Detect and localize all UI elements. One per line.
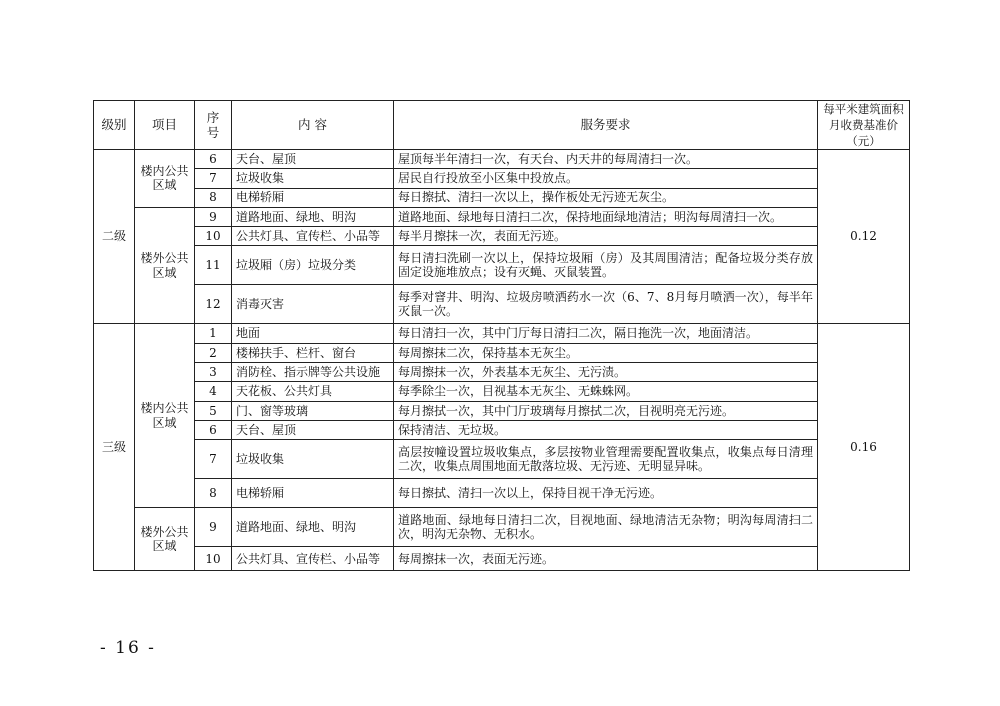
requirement-cell: 道路地面、绿地每日清扫二次，保持地面绿地清洁；明沟每周清扫一次。 xyxy=(394,207,818,226)
table-row xyxy=(94,343,910,362)
requirement-cell: 每日擦拭、清扫一次以上，操作板处无污迹无灰尘。 xyxy=(394,188,818,207)
price-cell: 0.16 xyxy=(818,324,910,571)
requirement-cell: 保持清洁、无垃圾。 xyxy=(394,420,818,439)
seq-cell: 10 xyxy=(195,227,232,246)
seq-cell: 12 xyxy=(195,285,232,324)
level-cell: 二级 xyxy=(94,150,135,324)
content-cell: 天台、屋顶 xyxy=(232,420,394,439)
header-requirement: 服务要求 xyxy=(394,101,818,150)
seq-cell: 4 xyxy=(195,382,232,401)
table-row xyxy=(94,246,910,285)
area-cell: 楼内公共区域 xyxy=(135,324,195,508)
requirement-cell: 每周擦抹二次，保持基本无灰尘。 xyxy=(394,343,818,362)
requirement-cell: 每周擦抹一次，表面无污迹。 xyxy=(394,547,818,571)
seq-cell: 11 xyxy=(195,246,232,285)
requirement-cell: 每日清扫洗刷一次以上，保持垃圾厢（房）及其周围清洁；配备垃圾分类存放固定设施堆放点；设有灭蝇、灭鼠装置。 xyxy=(394,246,818,285)
content-cell: 垃圾收集 xyxy=(232,169,394,188)
table-row xyxy=(94,547,910,571)
content-cell: 天台、屋顶 xyxy=(232,150,394,169)
service-standard-table xyxy=(93,100,910,571)
area-cell: 楼外公共区域 xyxy=(135,508,195,571)
table-row xyxy=(94,227,910,246)
requirement-cell: 道路地面、绿地每日清扫二次，目视地面、绿地清洁无杂物；明沟每周清扫二次，明沟无杂物、无积水。 xyxy=(394,508,818,547)
content-cell: 垃圾收集 xyxy=(232,440,394,479)
content-cell: 道路地面、绿地、明沟 xyxy=(232,508,394,547)
requirement-cell: 每月擦拭一次，其中门厅玻璃每月擦拭二次，目视明亮无污迹。 xyxy=(394,401,818,420)
header-seq: 序号 xyxy=(195,101,232,150)
requirement-cell: 每半月擦抹一次，表面无污迹。 xyxy=(394,227,818,246)
seq-cell: 7 xyxy=(195,440,232,479)
table-row xyxy=(94,401,910,420)
page-number: - 16 - xyxy=(100,638,156,658)
table-row xyxy=(94,150,910,169)
table-row xyxy=(94,207,910,226)
header-item: 项目 xyxy=(135,101,195,150)
header-level: 级别 xyxy=(94,101,135,150)
requirement-cell: 每季除尘一次，目视基本无灰尘、无蛛蛛网。 xyxy=(394,382,818,401)
table-row xyxy=(94,479,910,508)
table-row xyxy=(94,420,910,439)
content-cell: 门、窗等玻璃 xyxy=(232,401,394,420)
seq-cell: 9 xyxy=(195,508,232,547)
table-row xyxy=(94,285,910,324)
table-row xyxy=(94,382,910,401)
seq-cell: 8 xyxy=(195,188,232,207)
content-cell: 地面 xyxy=(232,324,394,343)
seq-cell: 10 xyxy=(195,547,232,571)
content-cell: 天花板、公共灯具 xyxy=(232,382,394,401)
seq-cell: 2 xyxy=(195,343,232,362)
requirement-cell: 高层按幢设置垃圾收集点，多层按物业管理需要配置收集点，收集点每日清理二次，收集点周围地面无散落垃圾、无污迹、无明显异味。 xyxy=(394,440,818,479)
requirement-cell: 居民自行投放至小区集中投放点。 xyxy=(394,169,818,188)
table-row xyxy=(94,169,910,188)
level-cell: 三级 xyxy=(94,324,135,571)
seq-cell: 5 xyxy=(195,401,232,420)
seq-cell: 6 xyxy=(195,420,232,439)
content-cell: 消防栓、指示牌等公共设施 xyxy=(232,363,394,382)
seq-cell: 7 xyxy=(195,169,232,188)
area-cell: 楼内公共区域 xyxy=(135,150,195,208)
content-cell: 电梯轿厢 xyxy=(232,479,394,508)
requirement-cell: 屋顶每半年清扫一次，有天台、内天井的每周清扫一次。 xyxy=(394,150,818,169)
requirement-cell: 每日清扫一次，其中门厅每日清扫二次，隔日拖洗一次，地面清洁。 xyxy=(394,324,818,343)
requirement-cell: 每季对窨井、明沟、垃圾房喷洒药水一次（6、7、8月每月喷洒一次），每半年灭鼠一次。 xyxy=(394,285,818,324)
seq-cell: 6 xyxy=(195,150,232,169)
header-content: 内 容 xyxy=(232,101,394,150)
content-cell: 垃圾厢（房）垃圾分类 xyxy=(232,246,394,285)
price-cell: 0.12 xyxy=(818,150,910,324)
seq-cell: 9 xyxy=(195,207,232,226)
requirement-cell: 每日擦拭、清扫一次以上，保持目视干净无污迹。 xyxy=(394,479,818,508)
content-cell: 楼梯扶手、栏杆、窗台 xyxy=(232,343,394,362)
header-price: 每平米建筑面积月收费基准价（元） xyxy=(818,101,910,150)
seq-cell: 1 xyxy=(195,324,232,343)
content-cell: 道路地面、绿地、明沟 xyxy=(232,207,394,226)
table-row xyxy=(94,508,910,547)
seq-cell: 3 xyxy=(195,363,232,382)
requirement-cell: 每周擦抹一次，外表基本无灰尘、无污渍。 xyxy=(394,363,818,382)
seq-cell: 8 xyxy=(195,479,232,508)
table-header-row xyxy=(94,101,910,150)
table-row xyxy=(94,363,910,382)
table-row xyxy=(94,324,910,343)
content-cell: 公共灯具、宣传栏、小品等 xyxy=(232,227,394,246)
content-cell: 消毒灭害 xyxy=(232,285,394,324)
content-cell: 电梯轿厢 xyxy=(232,188,394,207)
table-row xyxy=(94,440,910,479)
content-cell: 公共灯具、宣传栏、小品等 xyxy=(232,547,394,571)
table-row xyxy=(94,188,910,207)
area-cell: 楼外公共区域 xyxy=(135,207,195,324)
